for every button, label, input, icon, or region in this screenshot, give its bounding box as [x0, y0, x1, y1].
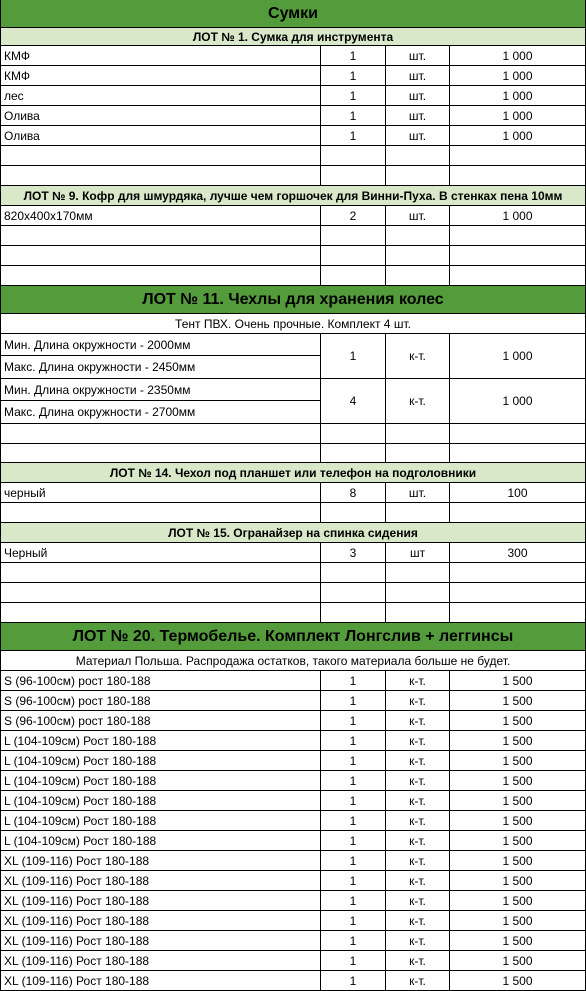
table-row	[0, 266, 586, 286]
price-cell[interactable]: 1 500	[450, 751, 586, 771]
table-row	[0, 166, 586, 186]
price-cell[interactable]: 1 500	[450, 831, 586, 851]
unit-cell[interactable]	[386, 503, 450, 523]
quantity-cell[interactable]: 2	[321, 206, 386, 226]
lot-15-header[interactable]: ЛОТ № 15. Огранайзер на спинка сидения	[0, 523, 586, 543]
price-cell[interactable]: 1 500	[450, 771, 586, 791]
item-name-cell[interactable]: S (96-100см) рост 180-188	[0, 711, 321, 731]
item-name-cell[interactable]: черный	[0, 483, 321, 503]
quantity-cell[interactable]	[321, 166, 386, 186]
quantity-cell[interactable]: 1	[321, 86, 386, 106]
quantity-cell[interactable]: 1	[321, 951, 386, 971]
unit-cell[interactable]: к-т.	[386, 711, 450, 731]
item-name-cell[interactable]: S (96-100см) рост 180-188	[0, 691, 321, 711]
item-name-cell[interactable]: S (96-100см) рост 180-188	[0, 671, 321, 691]
price-cell[interactable]: 1 500	[450, 791, 586, 811]
unit-cell[interactable]: к-т.	[386, 771, 450, 791]
lot-1-header[interactable]: ЛОТ № 1. Сумка для инструмента	[0, 28, 586, 46]
item-name-cell[interactable]	[0, 603, 321, 623]
unit-cell[interactable]: к-т.	[386, 731, 450, 751]
unit-cell[interactable]: шт.	[386, 46, 450, 66]
item-name-cell[interactable]: Мин. Длина окружности - 2000мм	[0, 334, 321, 356]
table-row	[0, 911, 586, 931]
quantity-cell[interactable]: 1	[321, 791, 386, 811]
item-name-cell[interactable]	[0, 226, 321, 246]
table-row	[0, 226, 586, 246]
sheet-title[interactable]: Сумки	[0, 0, 586, 28]
table-row	[0, 86, 586, 106]
unit-cell[interactable]	[386, 246, 450, 266]
quantity-cell[interactable]	[321, 424, 386, 444]
unit-cell[interactable]: шт.	[386, 206, 450, 226]
quantity-cell[interactable]	[321, 146, 386, 166]
unit-cell[interactable]: к-т.	[386, 811, 450, 831]
price-cell[interactable]: 1 500	[450, 911, 586, 931]
item-name-cell[interactable]: L (104-109см) Рост 180-188	[0, 751, 321, 771]
price-cell[interactable]: 1 000	[450, 106, 586, 126]
table-row	[0, 811, 586, 831]
unit-cell[interactable]: к-т.	[386, 671, 450, 691]
unit-cell[interactable]: к-т.	[386, 334, 450, 379]
unit-cell[interactable]: шт.	[386, 106, 450, 126]
merged-group	[0, 334, 586, 379]
table-row	[0, 871, 586, 891]
quantity-cell[interactable]	[321, 603, 386, 623]
quantity-cell[interactable]	[321, 444, 386, 463]
table-row	[0, 543, 586, 563]
quantity-cell[interactable]	[321, 563, 386, 583]
lot-14-header[interactable]: ЛОТ № 14. Чехол под планшет или телефон на подголовники	[0, 463, 586, 483]
item-name-cell[interactable]	[0, 166, 321, 186]
price-cell[interactable]: 1 000	[450, 46, 586, 66]
quantity-cell[interactable]: 1	[321, 731, 386, 751]
table-row	[0, 831, 586, 851]
table-row	[0, 444, 586, 463]
table-row	[0, 931, 586, 951]
lot-14-header-row	[0, 463, 586, 483]
table-row	[0, 891, 586, 911]
table-row	[0, 771, 586, 791]
unit-cell[interactable]: к-т.	[386, 851, 450, 871]
quantity-cell[interactable]: 8	[321, 483, 386, 503]
price-cell[interactable]: 1 500	[450, 891, 586, 911]
item-name-cell[interactable]: Черный	[0, 543, 321, 563]
lot-15-header-row	[0, 523, 586, 543]
unit-cell[interactable]: к-т.	[386, 379, 450, 424]
unit-cell[interactable]	[386, 583, 450, 603]
item-name-cell[interactable]	[0, 246, 321, 266]
unit-cell[interactable]: шт.	[386, 66, 450, 86]
price-cell[interactable]: 1 500	[450, 731, 586, 751]
quantity-cell[interactable]: 1	[321, 811, 386, 831]
price-cell[interactable]	[450, 503, 586, 523]
item-name-cell[interactable]: Макс. Длина окружности - 2450мм	[0, 356, 321, 379]
quantity-cell[interactable]	[321, 583, 386, 603]
unit-cell[interactable]: к-т.	[386, 971, 450, 991]
lot-9-header[interactable]: ЛОТ № 9. Кофр для шмурдяка, лучше чем горшочек для Винни-Пуха. В стенках пена 10мм	[0, 186, 586, 206]
lot-1-header-row	[0, 28, 586, 46]
price-cell[interactable]: 1 000	[450, 126, 586, 146]
unit-cell[interactable]: к-т.	[386, 691, 450, 711]
lot-11-header[interactable]: ЛОТ № 11. Чехлы для хранения колес	[0, 286, 586, 314]
unit-cell[interactable]	[386, 424, 450, 444]
price-cell[interactable]: 1 500	[450, 971, 586, 991]
item-name-cell[interactable]	[0, 444, 321, 463]
price-cell[interactable]: 300	[450, 543, 586, 563]
quantity-cell[interactable]: 1	[321, 891, 386, 911]
item-name-cell[interactable]: Макс. Длина окружности - 2700мм	[0, 401, 321, 424]
lot-11-note-row	[0, 314, 586, 334]
price-cell[interactable]: 1 500	[450, 811, 586, 831]
unit-cell[interactable]	[386, 563, 450, 583]
unit-cell[interactable]: к-т.	[386, 931, 450, 951]
item-name-cell[interactable]: КМФ	[0, 46, 321, 66]
quantity-cell[interactable]: 1	[321, 751, 386, 771]
item-name-cell[interactable]: L (104-109см) Рост 180-188	[0, 831, 321, 851]
table-row	[0, 483, 586, 503]
unit-cell[interactable]: шт.	[386, 86, 450, 106]
quantity-cell[interactable]: 1	[321, 851, 386, 871]
quantity-cell[interactable]: 1	[321, 771, 386, 791]
price-cell[interactable]: 1 000	[450, 66, 586, 86]
item-name-cell[interactable]: L (104-109см) Рост 180-188	[0, 771, 321, 791]
unit-cell[interactable]	[386, 226, 450, 246]
table-row	[0, 106, 586, 126]
quantity-cell[interactable]: 3	[321, 543, 386, 563]
quantity-cell[interactable]	[321, 226, 386, 246]
table-row	[0, 951, 586, 971]
item-name-cell[interactable]: лес	[0, 86, 321, 106]
table-row	[0, 246, 586, 266]
price-cell[interactable]	[450, 583, 586, 603]
unit-cell[interactable]: шт.	[386, 483, 450, 503]
price-cell[interactable]	[450, 444, 586, 463]
lot-11-header-row	[0, 286, 586, 314]
price-cell[interactable]: 1 500	[450, 671, 586, 691]
unit-cell[interactable]: к-т.	[386, 951, 450, 971]
quantity-cell[interactable]: 1	[321, 334, 386, 379]
table-row	[0, 126, 586, 146]
table-row	[0, 206, 586, 226]
table-row	[0, 503, 586, 523]
item-name-cell[interactable]: 820х400х170мм	[0, 206, 321, 226]
unit-cell[interactable]: к-т.	[386, 891, 450, 911]
unit-cell[interactable]	[386, 166, 450, 186]
item-name-cell[interactable]	[0, 503, 321, 523]
item-name-cell[interactable]: Мин. Длина окружности - 2350мм	[0, 379, 321, 401]
unit-cell[interactable]	[386, 444, 450, 463]
table-row	[0, 563, 586, 583]
price-cell[interactable]	[450, 246, 586, 266]
unit-cell[interactable]: к-т.	[386, 751, 450, 771]
table-row	[0, 424, 586, 444]
lot-11-note[interactable]: Тент ПВХ. Очень прочные. Комплект 4 шт.	[0, 314, 586, 334]
quantity-cell[interactable]	[321, 503, 386, 523]
unit-cell[interactable]: к-т.	[386, 831, 450, 851]
item-name-cell[interactable]	[0, 266, 321, 286]
table-row	[0, 731, 586, 751]
table-row	[0, 46, 586, 66]
price-cell[interactable]: 100	[450, 483, 586, 503]
quantity-cell[interactable]: 1	[321, 126, 386, 146]
item-name-cell[interactable]: L (104-109см) Рост 180-188	[0, 791, 321, 811]
item-name-cell[interactable]: XL (109-116) Рост 180-188	[0, 851, 321, 871]
lot-9-header-row	[0, 186, 586, 206]
price-cell[interactable]: 1 500	[450, 871, 586, 891]
item-name-cell[interactable]	[0, 583, 321, 603]
quantity-cell[interactable]: 1	[321, 971, 386, 991]
price-cell[interactable]: 1 500	[450, 931, 586, 951]
item-name-cell[interactable]: XL (109-116) Рост 180-188	[0, 871, 321, 891]
lot-20-note[interactable]: Материал Польша. Распродажа остатков, такого материала больше не будет.	[0, 651, 586, 671]
item-name-cell[interactable]	[0, 424, 321, 444]
lot-20-note-row	[0, 651, 586, 671]
item-name-cell[interactable]: XL (109-116) Рост 180-188	[0, 971, 321, 991]
unit-cell[interactable]	[386, 266, 450, 286]
price-cell[interactable]	[450, 424, 586, 444]
item-name-cell[interactable]: L (104-109см) Рост 180-188	[0, 731, 321, 751]
item-name-cell[interactable]: XL (109-116) Рост 180-188	[0, 931, 321, 951]
table-row	[0, 851, 586, 871]
price-cell[interactable]: 1 500	[450, 711, 586, 731]
lot-20-header[interactable]: ЛОТ № 20. Термобелье. Комплект Лонгслив + леггинсы	[0, 623, 586, 651]
price-cell[interactable]	[450, 226, 586, 246]
unit-cell[interactable]	[386, 603, 450, 623]
table-row	[0, 603, 586, 623]
item-name-cell[interactable]	[0, 146, 321, 166]
quantity-cell[interactable]	[321, 266, 386, 286]
price-cell[interactable]: 1 000	[450, 334, 586, 379]
merged-group	[0, 379, 586, 424]
table-row	[0, 583, 586, 603]
quantity-cell[interactable]: 1	[321, 831, 386, 851]
item-name-cell[interactable]: L (104-109см) Рост 180-188	[0, 811, 321, 831]
quantity-cell[interactable]: 1	[321, 871, 386, 891]
quantity-cell[interactable]: 1	[321, 911, 386, 931]
unit-cell[interactable]: к-т.	[386, 791, 450, 811]
item-name-cell[interactable]: XL (109-116) Рост 180-188	[0, 951, 321, 971]
quantity-cell[interactable]: 4	[321, 379, 386, 424]
table-row	[0, 791, 586, 811]
table-row	[0, 971, 586, 991]
price-cell[interactable]	[450, 603, 586, 623]
table-row	[0, 146, 586, 166]
price-cell[interactable]	[450, 166, 586, 186]
unit-cell[interactable]: к-т.	[386, 911, 450, 931]
quantity-cell[interactable]: 1	[321, 671, 386, 691]
unit-cell[interactable]: к-т.	[386, 871, 450, 891]
table-row	[0, 711, 586, 731]
quantity-cell[interactable]: 1	[321, 931, 386, 951]
quantity-cell[interactable]	[321, 246, 386, 266]
quantity-cell[interactable]: 1	[321, 691, 386, 711]
table-row	[0, 66, 586, 86]
item-name-cell[interactable]: Олива	[0, 106, 321, 126]
price-cell[interactable]: 1 500	[450, 951, 586, 971]
price-cell[interactable]: 1 500	[450, 851, 586, 871]
unit-cell[interactable]: шт	[386, 543, 450, 563]
price-cell[interactable]	[450, 266, 586, 286]
table-row	[0, 751, 586, 771]
quantity-cell[interactable]: 1	[321, 46, 386, 66]
item-name-cell[interactable]: XL (109-116) Рост 180-188	[0, 891, 321, 911]
price-cell[interactable]: 1 000	[450, 86, 586, 106]
price-cell[interactable]: 1 000	[450, 206, 586, 226]
lot-20-header-row	[0, 623, 586, 651]
item-name-cell[interactable]: Олива	[0, 126, 321, 146]
price-cell[interactable]	[450, 563, 586, 583]
item-name-cell[interactable]: XL (109-116) Рост 180-188	[0, 911, 321, 931]
quantity-cell[interactable]: 1	[321, 711, 386, 731]
price-cell[interactable]	[450, 146, 586, 166]
price-cell[interactable]: 1 000	[450, 379, 586, 424]
table-row	[0, 691, 586, 711]
sheet-title-row	[0, 0, 586, 28]
unit-cell[interactable]: шт.	[386, 126, 450, 146]
item-name-cell[interactable]	[0, 563, 321, 583]
table-row	[0, 671, 586, 691]
item-name-cell[interactable]: КМФ	[0, 66, 321, 86]
price-cell[interactable]: 1 500	[450, 691, 586, 711]
quantity-cell[interactable]: 1	[321, 106, 386, 126]
unit-cell[interactable]	[386, 146, 450, 166]
quantity-cell[interactable]: 1	[321, 66, 386, 86]
